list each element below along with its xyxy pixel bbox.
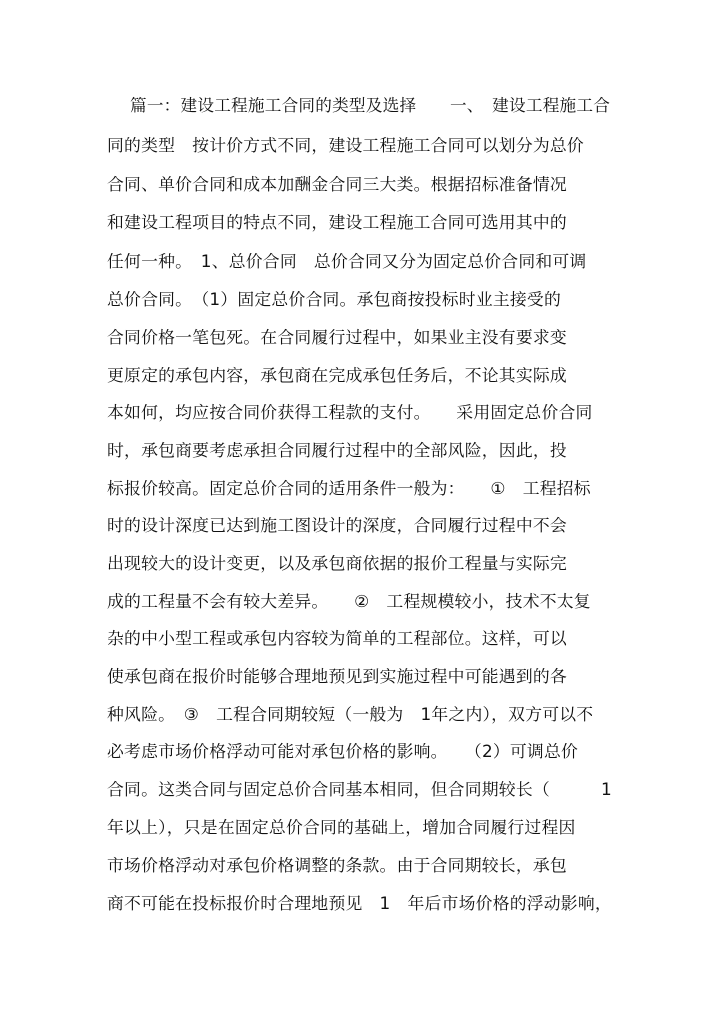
text-line: 商不可能在投标报价时合理地预见 1 年后市场价格的浮动影响，: [107, 894, 612, 913]
text-line: 成的工程量不会有较大差异。 ② 工程规模较小，技术不太复: [107, 592, 591, 611]
text-line: 年以上），只是在固定总价合同的基础上，增加合同履行过程因: [107, 818, 576, 837]
text-line: 总价合同。 （1）固定总价合同。承包商按投标时业主接受的: [107, 290, 562, 309]
text-line: 本如何，均应按合同价获得工程款的支付。 采用固定总价合同: [107, 403, 593, 422]
text-line: 合同价格一笔包死。在合同履行过程中，如果业主没有要求变: [107, 328, 567, 347]
text-line: 标报价较高。固定总价合同的适用条件一般为： ① 工程招标: [107, 479, 591, 498]
text-line: 使承包商在报价时能够合理地预见到实施过程中可能遇到的各: [107, 667, 567, 686]
text-line: 必考虑市场价格浮动可能对承包价格的影响。 （2）可调总价: [107, 742, 579, 761]
text-line: 杂的中小型工程或承包内容较为简单的工程部位。这样，可以: [107, 629, 567, 648]
text-line: 时的设计深度已达到施工图设计的深度，合同履行过程中不会: [107, 516, 567, 535]
text-line: 合同。这类合同与固定总价合同基本相同，但合同期较长（ 1: [107, 780, 612, 799]
text-line: 和建设工程项目的特点不同，建设工程施工合同可选用其中的: [107, 213, 567, 232]
text-line: 时，承包商要考虑承担合同履行过程中的全部风险，因此，投: [107, 441, 567, 460]
text-line: 市场价格浮动对承包价格调整的条款。由于合同期较长，承包: [107, 856, 567, 875]
text-line: 出现较大的设计变更，以及承包商依据的报价工程量与实际完: [107, 554, 567, 573]
text-line: 种风险。 ③ 工程合同期较短（一般为 1年之内），双方可以不: [107, 705, 594, 724]
text-line: 任何一种。 1、总价合同 总价合同又分为固定总价合同和可调: [107, 252, 587, 271]
text-line: 更原定的承包内容，承包商在完成承包任务后，不论其实际成: [107, 366, 567, 385]
text-line: 篇一：建设工程施工合同的类型及选择 一、 建设工程施工合: [130, 96, 611, 115]
text-line: 合同、单价合同和成本加酬金合同三大类。根据招标准备情况: [107, 175, 567, 194]
text-line: 同的类型 按计价方式不同，建设工程施工合同可以划分为总价: [107, 136, 584, 155]
